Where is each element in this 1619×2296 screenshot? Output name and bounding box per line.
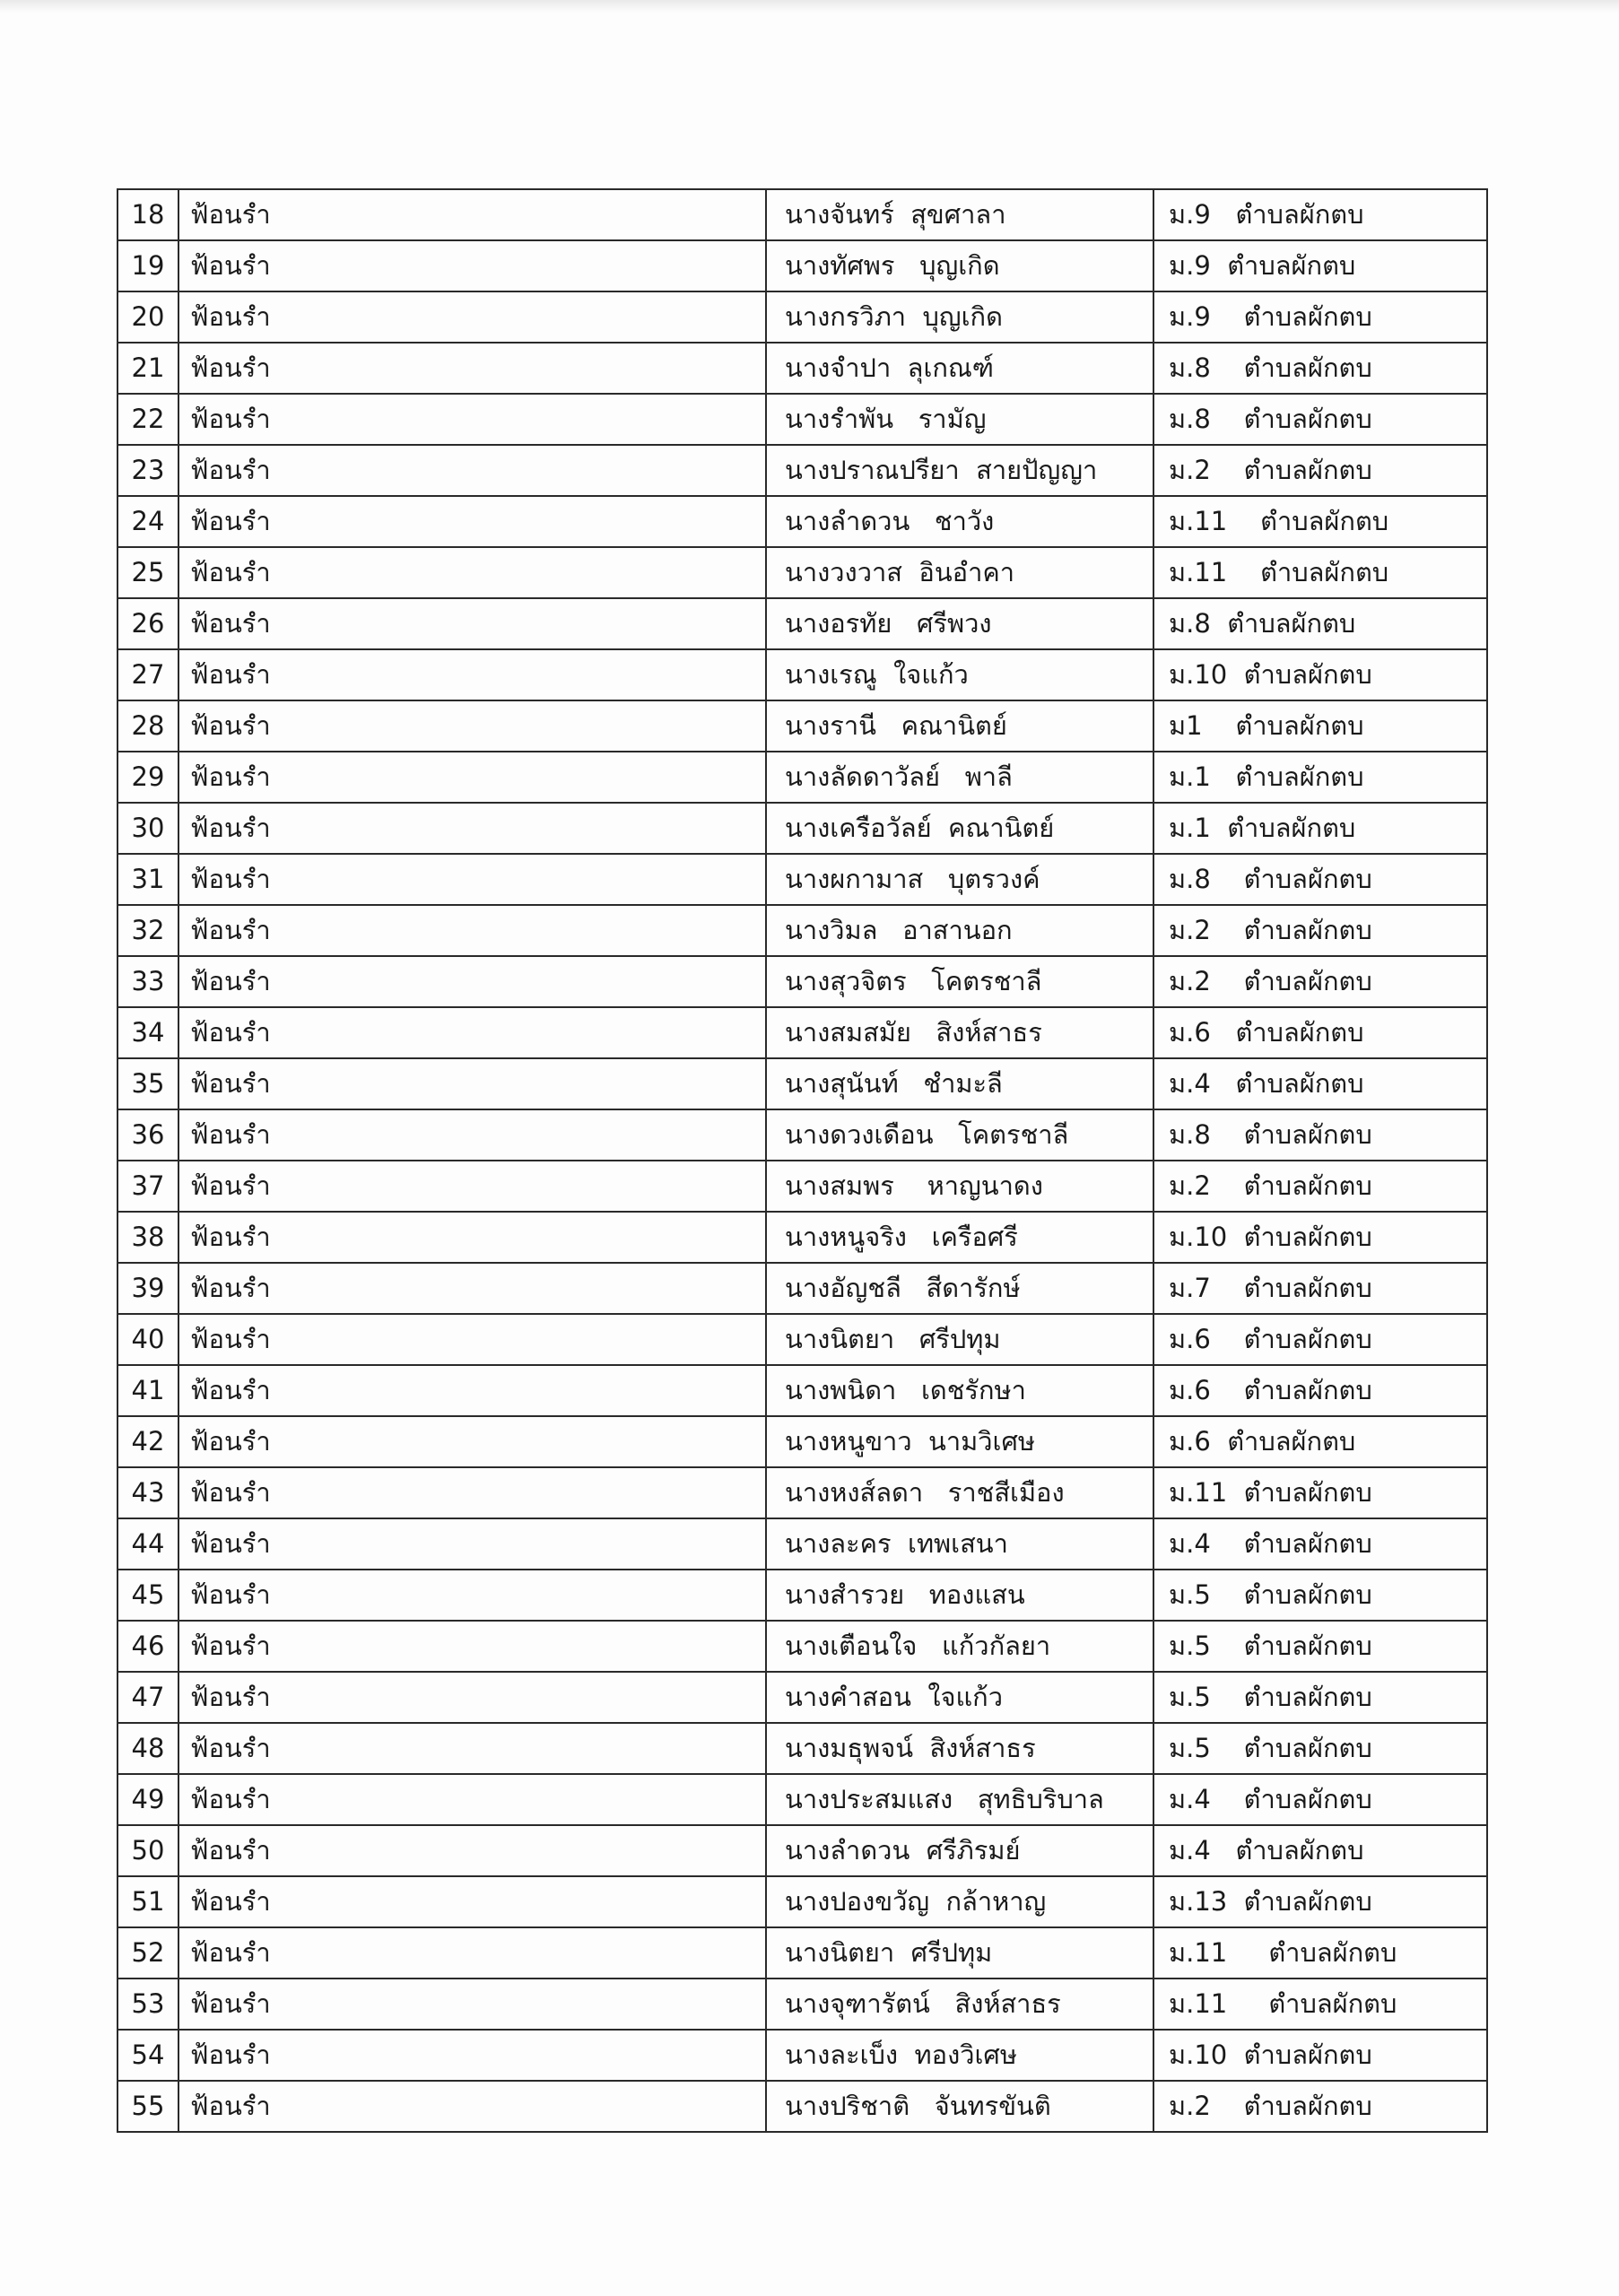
table-row (118, 956, 1487, 1007)
location-cell: ม.9 ตำบลผักตบ (1153, 189, 1487, 240)
table-row (118, 1621, 1487, 1672)
row-number-cell: 41 (118, 1365, 178, 1416)
participant-name-cell: นางปองขวัญ กล้าหาญ (766, 1876, 1153, 1927)
participant-name-cell: นางหงส์ลดา ราชสีเมือง (766, 1467, 1153, 1518)
table-row (118, 547, 1487, 598)
row-number-cell: 33 (118, 956, 178, 1007)
row-number-cell: 51 (118, 1876, 178, 1927)
table-row (118, 2081, 1487, 2132)
table-row (118, 854, 1487, 905)
table-row (118, 905, 1487, 956)
activity-cell: ฟ้อนรำ (178, 1672, 766, 1723)
location-cell: ม.8 ตำบลผักตบ (1153, 343, 1487, 394)
participant-name-cell: นางกรวิภา บุญเกิด (766, 291, 1153, 343)
participant-name-cell: นางลำดวน ชาวัง (766, 496, 1153, 547)
participant-name-cell: นางพนิดา เดชรักษา (766, 1365, 1153, 1416)
location-cell: ม.9 ตำบลผักตบ (1153, 240, 1487, 291)
table-row (118, 1007, 1487, 1058)
participant-name-cell: นางรำพัน รามัญ (766, 394, 1153, 445)
activity-cell: ฟ้อนรำ (178, 700, 766, 752)
location-cell: ม.2 ตำบลผักตบ (1153, 905, 1487, 956)
row-number-cell: 48 (118, 1723, 178, 1774)
row-number-cell: 55 (118, 2081, 178, 2132)
participant-name-cell: นางวิมล อาสานอก (766, 905, 1153, 956)
table-row (118, 1518, 1487, 1570)
activity-cell: ฟ้อนรำ (178, 956, 766, 1007)
location-cell: ม.11 ตำบลผักตบ (1153, 1467, 1487, 1518)
location-cell: ม.8 ตำบลผักตบ (1153, 1109, 1487, 1161)
activity-cell: ฟ้อนรำ (178, 240, 766, 291)
participant-name-cell: นางสุนันท์ ชำมะลี (766, 1058, 1153, 1109)
location-cell: ม.10 ตำบลผักตบ (1153, 2030, 1487, 2081)
location-cell: ม.10 ตำบลผักตบ (1153, 649, 1487, 700)
row-number-cell: 38 (118, 1212, 178, 1263)
activity-cell: ฟ้อนรำ (178, 1621, 766, 1672)
row-number-cell: 53 (118, 1979, 178, 2030)
participant-name-cell: นางเครือวัลย์ คณานิตย์ (766, 803, 1153, 854)
participant-name-cell: นางหนูจริง เครือศรี (766, 1212, 1153, 1263)
location-cell: ม.6 ตำบลผักตบ (1153, 1314, 1487, 1365)
location-cell: ม.2 ตำบลผักตบ (1153, 956, 1487, 1007)
table-row (118, 343, 1487, 394)
participant-name-cell: นางเตือนใจ แก้วกัลยา (766, 1621, 1153, 1672)
row-number-cell: 29 (118, 752, 178, 803)
activity-cell: ฟ้อนรำ (178, 1263, 766, 1314)
participant-name-cell: นางนิตยา ศรีปทุม (766, 1927, 1153, 1979)
row-number-cell: 30 (118, 803, 178, 854)
location-cell: ม.5 ตำบลผักตบ (1153, 1570, 1487, 1621)
row-number-cell: 34 (118, 1007, 178, 1058)
participant-name-cell: นางสำรวย ทองแสน (766, 1570, 1153, 1621)
location-cell: ม.7 ตำบลผักตบ (1153, 1263, 1487, 1314)
row-number-cell: 39 (118, 1263, 178, 1314)
location-cell: ม.8 ตำบลผักตบ (1153, 598, 1487, 649)
row-number-cell: 43 (118, 1467, 178, 1518)
location-cell: ม.11 ตำบลผักตบ (1153, 547, 1487, 598)
location-cell: ม.4 ตำบลผักตบ (1153, 1058, 1487, 1109)
table-row (118, 1314, 1487, 1365)
location-cell: ม.6 ตำบลผักตบ (1153, 1365, 1487, 1416)
location-cell: ม.1 ตำบลผักตบ (1153, 803, 1487, 854)
table-row (118, 394, 1487, 445)
activity-cell: ฟ้อนรำ (178, 445, 766, 496)
row-number-cell: 24 (118, 496, 178, 547)
location-cell: ม.11 ตำบลผักตบ (1153, 1927, 1487, 1979)
location-cell: ม.11 ตำบลผักตบ (1153, 1979, 1487, 2030)
row-number-cell: 45 (118, 1570, 178, 1621)
activity-cell: ฟ้อนรำ (178, 1518, 766, 1570)
activity-cell: ฟ้อนรำ (178, 752, 766, 803)
participant-name-cell: นางจำปา ลุเกณฑ์ (766, 343, 1153, 394)
participant-name-cell: นางปราณปรียา สายปัญญา (766, 445, 1153, 496)
participant-name-cell: นางนิตยา ศรีปทุม (766, 1314, 1153, 1365)
activity-cell: ฟ้อนรำ (178, 1467, 766, 1518)
row-number-cell: 44 (118, 1518, 178, 1570)
participant-name-cell: นางจุฑารัตน์ สิงห์สาธร (766, 1979, 1153, 2030)
location-cell: ม.6 ตำบลผักตบ (1153, 1007, 1487, 1058)
activity-cell: ฟ้อนรำ (178, 1007, 766, 1058)
activity-cell: ฟ้อนรำ (178, 496, 766, 547)
activity-cell: ฟ้อนรำ (178, 394, 766, 445)
row-number-cell: 19 (118, 240, 178, 291)
activity-cell: ฟ้อนรำ (178, 1825, 766, 1876)
participant-name-cell: นางหนูขาว นามวิเศษ (766, 1416, 1153, 1467)
location-cell: ม.2 ตำบลผักตบ (1153, 2081, 1487, 2132)
row-number-cell: 42 (118, 1416, 178, 1467)
activity-cell: ฟ้อนรำ (178, 1161, 766, 1212)
table-row (118, 1927, 1487, 1979)
location-cell: ม.4 ตำบลผักตบ (1153, 1825, 1487, 1876)
table-row (118, 1467, 1487, 1518)
participant-name-cell: นางวงวาส อินอำคา (766, 547, 1153, 598)
participant-name-cell: นางอัญชลี สีดารักษ์ (766, 1263, 1153, 1314)
location-cell: ม.4 ตำบลผักตบ (1153, 1774, 1487, 1825)
scan-edge-shading (0, 0, 1619, 13)
table-row (118, 1979, 1487, 2030)
activity-cell: ฟ้อนรำ (178, 1979, 766, 2030)
table-row (118, 189, 1487, 240)
location-cell: ม1 ตำบลผักตบ (1153, 700, 1487, 752)
table-row (118, 1672, 1487, 1723)
table-row (118, 2030, 1487, 2081)
participant-name-cell: นางรานี คณานิตย์ (766, 700, 1153, 752)
row-number-cell: 26 (118, 598, 178, 649)
activity-cell: ฟ้อนรำ (178, 2030, 766, 2081)
table-row (118, 1774, 1487, 1825)
activity-cell: ฟ้อนรำ (178, 2081, 766, 2132)
activity-cell: ฟ้อนรำ (178, 854, 766, 905)
row-number-cell: 31 (118, 854, 178, 905)
participant-table-body (118, 189, 1487, 2132)
table-row (118, 1570, 1487, 1621)
participant-name-cell: นางละเบ็ง ทองวิเศษ (766, 2030, 1153, 2081)
table-row (118, 1365, 1487, 1416)
row-number-cell: 25 (118, 547, 178, 598)
table-row (118, 700, 1487, 752)
activity-cell: ฟ้อนรำ (178, 1876, 766, 1927)
location-cell: ม.2 ตำบลผักตบ (1153, 1161, 1487, 1212)
table-row (118, 803, 1487, 854)
location-cell: ม.4 ตำบลผักตบ (1153, 1518, 1487, 1570)
activity-cell: ฟ้อนรำ (178, 1058, 766, 1109)
row-number-cell: 49 (118, 1774, 178, 1825)
row-number-cell: 28 (118, 700, 178, 752)
table-row (118, 445, 1487, 496)
table-row (118, 1723, 1487, 1774)
table-row (118, 1876, 1487, 1927)
activity-cell: ฟ้อนรำ (178, 905, 766, 956)
activity-cell: ฟ้อนรำ (178, 1109, 766, 1161)
location-cell: ม.2 ตำบลผักตบ (1153, 445, 1487, 496)
participant-name-cell: นางปริชาติ จันทรขันติ (766, 2081, 1153, 2132)
row-number-cell: 20 (118, 291, 178, 343)
participant-name-cell: นางสมพร หาญนาดง (766, 1161, 1153, 1212)
activity-cell: ฟ้อนรำ (178, 1570, 766, 1621)
location-cell: ม.5 ตำบลผักตบ (1153, 1723, 1487, 1774)
row-number-cell: 23 (118, 445, 178, 496)
activity-cell: ฟ้อนรำ (178, 547, 766, 598)
activity-cell: ฟ้อนรำ (178, 1314, 766, 1365)
participant-name-cell: นางดวงเดือน โคตรชาลี (766, 1109, 1153, 1161)
location-cell: ม.5 ตำบลผักตบ (1153, 1621, 1487, 1672)
row-number-cell: 40 (118, 1314, 178, 1365)
row-number-cell: 22 (118, 394, 178, 445)
participant-name-cell: นางลำดวน ศรีภิรมย์ (766, 1825, 1153, 1876)
participant-name-cell: นางมธุพจน์ สิงห์สาธร (766, 1723, 1153, 1774)
table-row (118, 240, 1487, 291)
row-number-cell: 36 (118, 1109, 178, 1161)
activity-cell: ฟ้อนรำ (178, 1212, 766, 1263)
location-cell: ม.10 ตำบลผักตบ (1153, 1212, 1487, 1263)
location-cell: ม.11 ตำบลผักตบ (1153, 496, 1487, 547)
row-number-cell: 37 (118, 1161, 178, 1212)
row-number-cell: 50 (118, 1825, 178, 1876)
activity-cell: ฟ้อนรำ (178, 1723, 766, 1774)
activity-cell: ฟ้อนรำ (178, 189, 766, 240)
participant-name-cell: นางละคร เทพเสนา (766, 1518, 1153, 1570)
row-number-cell: 35 (118, 1058, 178, 1109)
activity-cell: ฟ้อนรำ (178, 343, 766, 394)
table-row (118, 1263, 1487, 1314)
activity-cell: ฟ้อนรำ (178, 598, 766, 649)
table-row (118, 1058, 1487, 1109)
activity-cell: ฟ้อนรำ (178, 291, 766, 343)
row-number-cell: 27 (118, 649, 178, 700)
participant-name-cell: นางสมสมัย สิงห์สาธร (766, 1007, 1153, 1058)
location-cell: ม.9 ตำบลผักตบ (1153, 291, 1487, 343)
row-number-cell: 32 (118, 905, 178, 956)
location-cell: ม.13 ตำบลผักตบ (1153, 1876, 1487, 1927)
row-number-cell: 54 (118, 2030, 178, 2081)
table-row (118, 598, 1487, 649)
table-row (118, 649, 1487, 700)
activity-cell: ฟ้อนรำ (178, 1927, 766, 1979)
table-row (118, 752, 1487, 803)
table-row (118, 1416, 1487, 1467)
activity-cell: ฟ้อนรำ (178, 1774, 766, 1825)
participant-name-cell: นางลัดดาวัลย์ พาลี (766, 752, 1153, 803)
participant-name-cell: นางอรทัย ศรีพวง (766, 598, 1153, 649)
location-cell: ม.8 ตำบลผักตบ (1153, 394, 1487, 445)
participant-name-cell: นางผกามาส บุตรวงค์ (766, 854, 1153, 905)
location-cell: ม.8 ตำบลผักตบ (1153, 854, 1487, 905)
participant-name-cell: นางคำสอน ใจแก้ว (766, 1672, 1153, 1723)
participant-table (117, 188, 1488, 2133)
participant-name-cell: นางเรณู ใจแก้ว (766, 649, 1153, 700)
location-cell: ม.5 ตำบลผักตบ (1153, 1672, 1487, 1723)
table-row (118, 1212, 1487, 1263)
location-cell: ม.6 ตำบลผักตบ (1153, 1416, 1487, 1467)
activity-cell: ฟ้อนรำ (178, 1365, 766, 1416)
participant-name-cell: นางสุวจิตร โคตรชาลี (766, 956, 1153, 1007)
row-number-cell: 46 (118, 1621, 178, 1672)
activity-cell: ฟ้อนรำ (178, 649, 766, 700)
participant-name-cell: นางจันทร์ สุขศาลา (766, 189, 1153, 240)
table-row (118, 496, 1487, 547)
table-row (118, 291, 1487, 343)
row-number-cell: 21 (118, 343, 178, 394)
activity-cell: ฟ้อนรำ (178, 1416, 766, 1467)
activity-cell: ฟ้อนรำ (178, 803, 766, 854)
table-row (118, 1109, 1487, 1161)
row-number-cell: 18 (118, 189, 178, 240)
participant-name-cell: นางประสมแสง สุทธิบริบาล (766, 1774, 1153, 1825)
row-number-cell: 52 (118, 1927, 178, 1979)
table-row (118, 1161, 1487, 1212)
participant-name-cell: นางทัศพร บุญเกิด (766, 240, 1153, 291)
row-number-cell: 47 (118, 1672, 178, 1723)
table-row (118, 1825, 1487, 1876)
location-cell: ม.1 ตำบลผักตบ (1153, 752, 1487, 803)
